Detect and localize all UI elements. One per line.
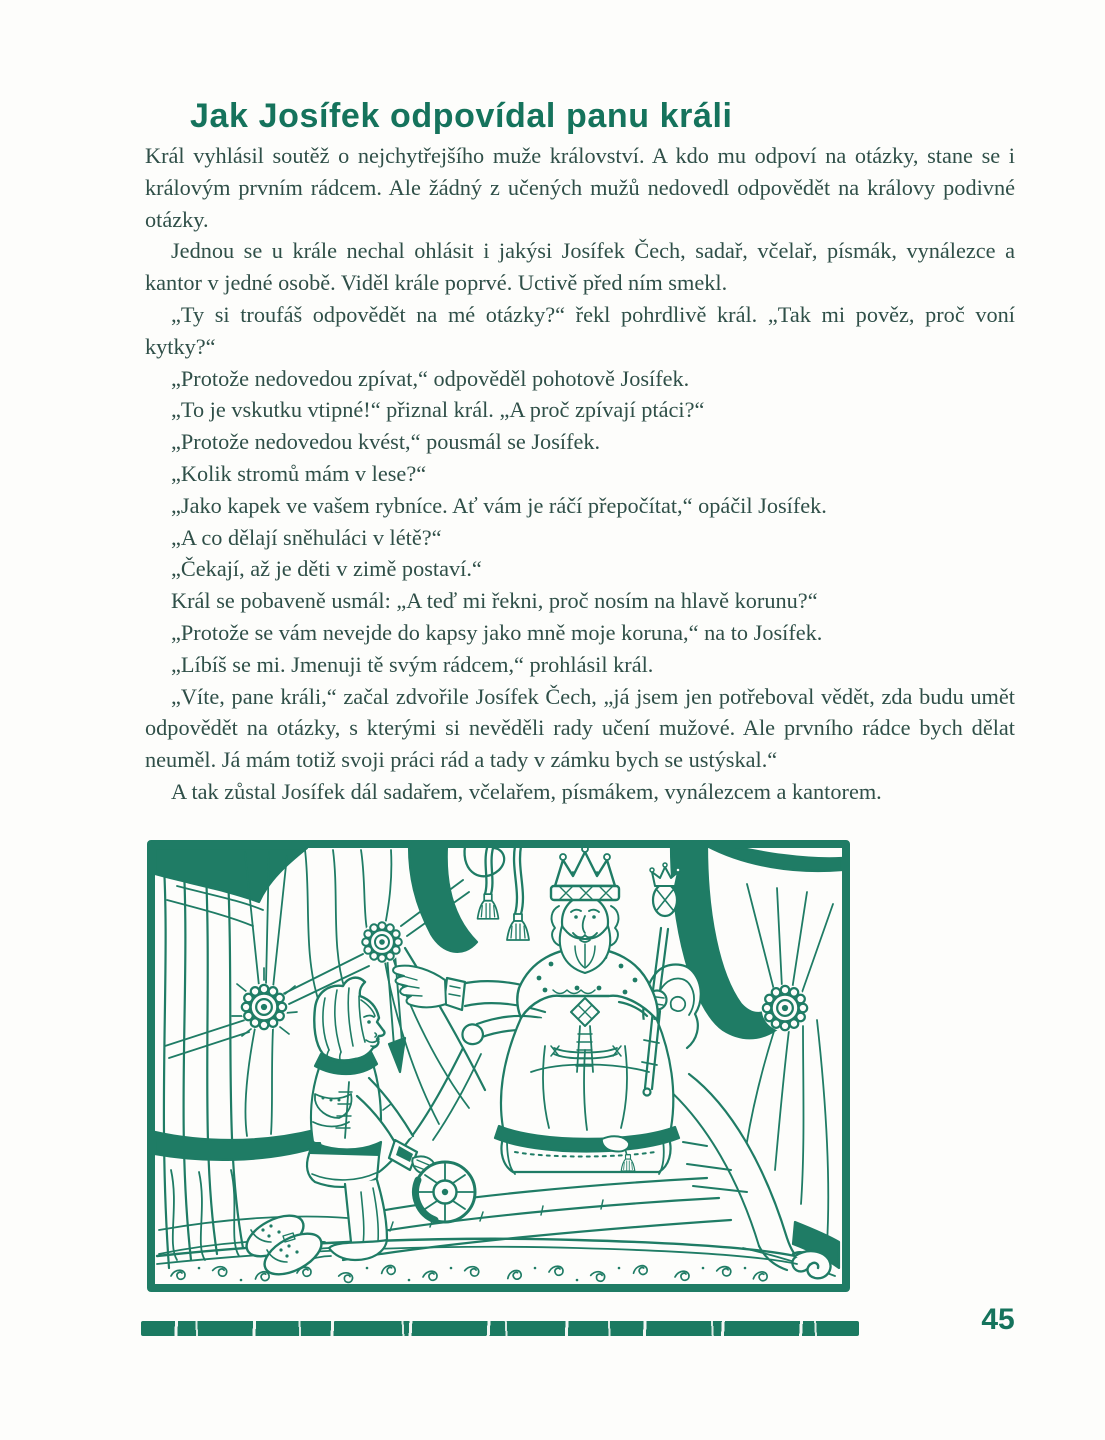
curtain-rosette [761,984,808,1031]
story-paragraph: „A co dělají sněhuláci v létě?“ [171,524,442,550]
footer-decoration-bar [141,1321,859,1336]
story-paragraph: Král se pobaveně usmál: „A teď mi řekni, proč nosím na hlavě korunu?“ [171,588,818,614]
illustration-frame [151,844,846,1288]
story-paragraph: „Jako kapek ve vašem rybníce. Ať vám je ráčí přepočítat,“ opáčil Josífek. [171,492,827,518]
story-paragraph: „Líbíš se mi. Jmenuji tě svým rádcem,“ prohlásil král. [171,651,654,677]
josifek-hat [415,1162,475,1222]
story-paragraph: „Ty si troufáš odpovědět na mé otázky?“ řekl pohrdlivě král. „Tak mi pověz, proč voní kytky?“ [145,301,1015,359]
story-illustration [147,840,850,1292]
story-paragraph: „To je vskutku vtipné!“ přiznal král. „A proč zpívají ptáci?“ [171,397,705,423]
story-paragraph: „Protože se vám nevejde do kapsy jako mně moje koruna,“ na to Josífek. [171,619,823,645]
curtain-right [671,846,842,1276]
story-paragraph: „Kolik stromů mám v lese?“ [171,460,427,486]
curtain-left [155,848,321,1268]
tassels [465,846,529,940]
page-number: 45 [981,1303,1015,1336]
curtain-rosette [240,983,287,1030]
story-paragraph: „Víte, pane králi,“ začal zdvořile Josífek Čech, „já jsem jen potřeboval vědět, zda budu umět odpovědět na otázky, s kterými si nevěděli rady učení mužové. Ale prvního rádce bych dělat neuměl. Já mám totiž svoji práci rád a tady v zámku bych se ustýskal.“ [145,683,1015,773]
story-paragraph: „Protože nedovedou zpívat,“ odpověděl pohotově Josífek. [171,365,690,391]
story-paragraph: „Protože nedovedou kvést,“ pousmál se Josífek. [171,429,601,455]
story-text [145,140,1015,808]
story-paragraph: Král vyhlásil soutěž o nejchytřejšího muže království. A kdo mu odpoví na otázky, stane se i královým prvním rádcem. Ale žádný z učených mužů nedovedl odpovědět na královy podivné otázky. [145,143,1015,232]
story-paragraph: Jednou se u krále nechal ohlásit i jakýsi Josífek Čech, sadař, včelař, písmák, vynálezce a kantor v jedné osobě. Viděl krále poprvé. Uctivě před ním smekl. [145,238,1015,296]
page-title: Jak Josífek odpovídal panu králi [190,96,733,135]
story-paragraph: „Čekají, až je děti v zimě postaví.“ [171,556,482,582]
story-paragraph: A tak zůstal Josífek dál sadařem, včelařem, písmákem, vynálezcem a kantorem. [171,778,882,804]
curtain-rosette [361,921,403,963]
